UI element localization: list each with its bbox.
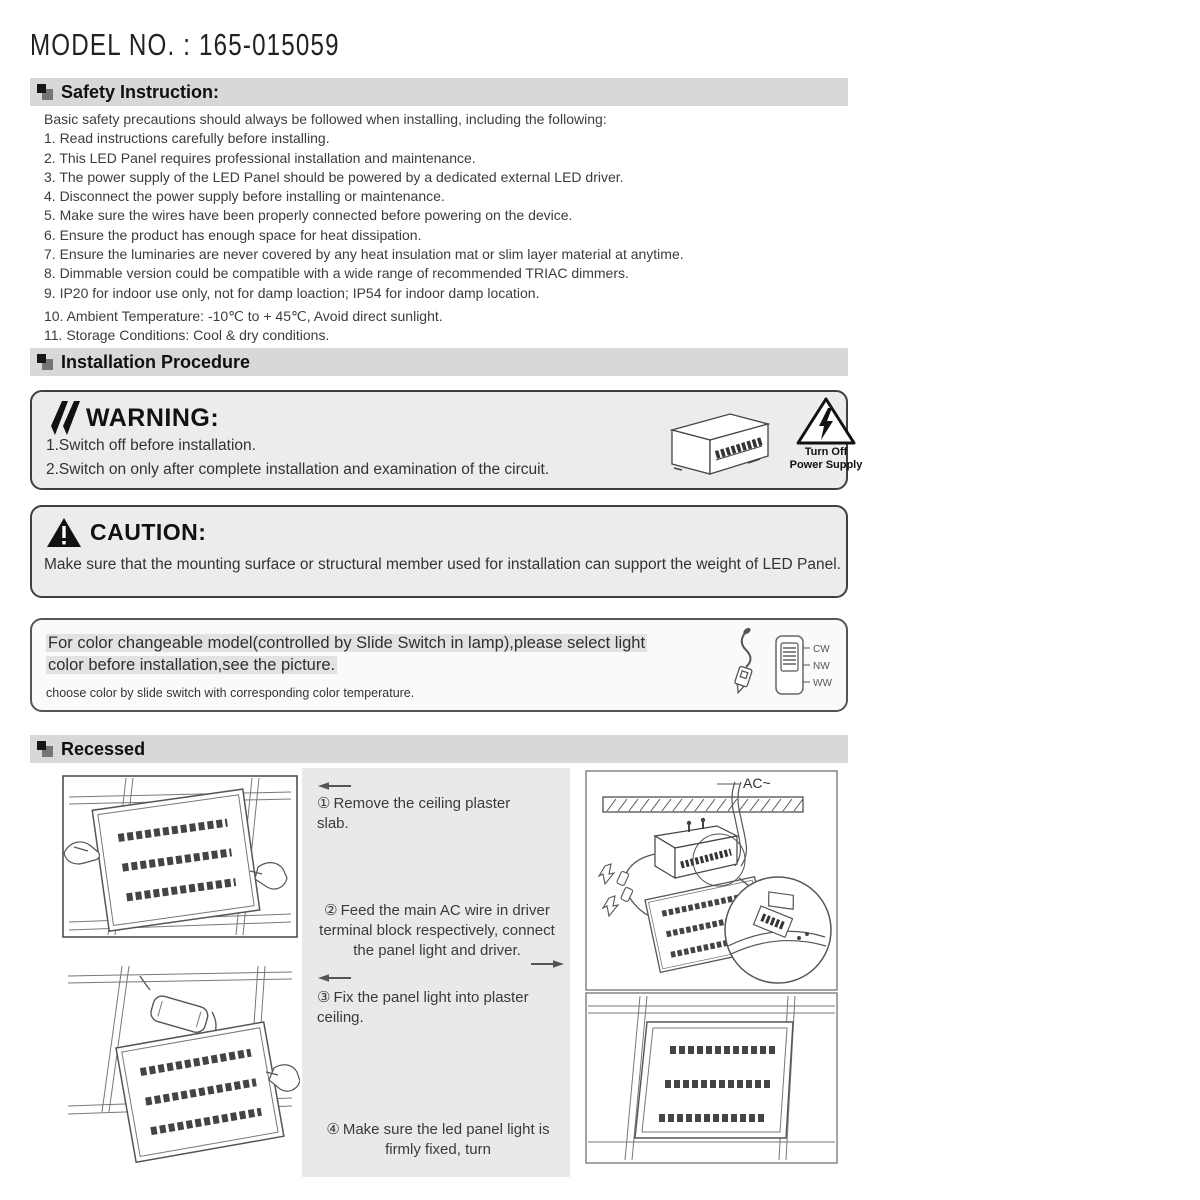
- safety-instructions-list: [44, 110, 824, 346]
- illustration-wiring: [585, 770, 838, 991]
- safety-item: 5. Make sure the wires have been properly connected before powering on the device.: [44, 207, 573, 224]
- safety-item: 2. This LED Panel requires professional installation and maintenance.: [44, 149, 476, 166]
- ac-label: AC~: [743, 775, 771, 791]
- badge-text-line2: Power Supply: [789, 459, 863, 471]
- led-driver-illustration: [660, 408, 778, 480]
- warning-title: WARNING:: [86, 403, 220, 432]
- section-header-recessed: [30, 735, 848, 763]
- color-select-note: choose color by slide switch with corresponding color temperature.: [46, 686, 415, 700]
- arrow-left-icon: [318, 781, 352, 791]
- color-select-line2: color before installation,see the picture.: [48, 656, 336, 674]
- color-select-box: [30, 618, 848, 712]
- led-panel: [635, 1022, 793, 1138]
- step-4-number: ④: [326, 1121, 340, 1138]
- step-1: [317, 794, 532, 834]
- safety-item: 1. Read instructions carefully before installing.: [44, 130, 330, 147]
- safety-item: 8. Dimmable version could be compatible with a wide range of recommended TRIAC dimmers.: [44, 265, 629, 282]
- step-1-number: ①: [317, 795, 331, 812]
- lightning-bolt-icon: [48, 400, 80, 436]
- step-4-text: Make sure the led panel light is firmly fixed, turn: [342, 1121, 550, 1158]
- safety-item: 6. Ensure the product has enough space for heat dissipation.: [44, 226, 422, 243]
- led-panel: [92, 789, 259, 931]
- exclamation-triangle-icon: [46, 517, 82, 548]
- step-2: [308, 901, 566, 961]
- arrow-left-icon: [318, 973, 352, 983]
- led-panel: [116, 1022, 284, 1162]
- step-3: [317, 988, 532, 1028]
- warning-title-row: [48, 400, 219, 436]
- high-voltage-triangle-icon: [795, 396, 857, 446]
- safety-item: 10. Ambient Temperature: -10℃ to + 45℃, Avoid direct sunlight.: [44, 307, 443, 324]
- ceiling-slab: [603, 797, 803, 812]
- safety-item: 3. The power supply of the LED Panel should be powered by a dedicated external LED driver.: [44, 168, 624, 185]
- safety-item: 9. IP20 for indoor use only, not for damp loaction; IP54 for indoor damp location.: [44, 284, 540, 301]
- warning-box: [30, 390, 863, 490]
- badge-text-line1: Turn Off: [804, 446, 848, 458]
- step-2-number: ②: [324, 902, 338, 919]
- step-3-number: ③: [317, 989, 331, 1006]
- section-header-installation: [30, 348, 848, 376]
- step-1-text: Remove the ceiling plaster slab.: [317, 795, 511, 832]
- caution-title: CAUTION:: [90, 519, 207, 545]
- safety-intro: Basic safety precautions should always be followed when installing, including the following:: [44, 111, 607, 127]
- caution-title-row: [46, 517, 206, 548]
- section-title-recessed: Recessed: [61, 738, 146, 759]
- illustration-remove-slab: [62, 775, 298, 938]
- step-2-text: Feed the main AC wire in driver terminal block respectively, connect the panel light and driver.: [319, 902, 555, 959]
- magnifier-detail: [725, 877, 831, 983]
- switch-label-ww: WW: [813, 678, 832, 689]
- caution-box: [30, 505, 848, 598]
- section-title-safety: Safety Instruction:: [61, 81, 220, 102]
- section-squares-icon: [37, 741, 54, 758]
- section-header-safety: [30, 78, 848, 106]
- section-squares-icon: [37, 354, 54, 371]
- warning-line-1: 1.Switch off before installation.: [46, 437, 256, 454]
- step-4: [314, 1120, 562, 1160]
- safety-item: 4. Disconnect the power supply before installing or maintenance.: [44, 188, 445, 205]
- illustration-fix-panel: [60, 960, 300, 1195]
- illustration-installed-panel: [585, 992, 838, 1164]
- step-3-text: Fix the panel light into plaster ceiling.: [317, 989, 529, 1026]
- led-driver: [149, 994, 210, 1034]
- section-title-installation: Installation Procedure: [61, 351, 251, 372]
- slide-switch-illustration: [720, 624, 850, 710]
- turn-off-power-badge: [784, 396, 868, 472]
- color-select-line1: For color changeable model(controlled by Slide Switch in lamp),please select light: [48, 634, 646, 652]
- safety-item: 11. Storage Conditions: Cool & dry conditions.: [44, 327, 330, 344]
- switch-label-cw: CW: [813, 644, 830, 655]
- switch-label-nw: NW: [813, 661, 830, 672]
- caution-text: Make sure that the mounting surface or structural member used for installation can support the weight of LED Panel.: [44, 556, 841, 573]
- warning-line-2: 2.Switch on only after complete installation and examination of the circuit.: [46, 461, 550, 478]
- section-squares-icon: [37, 84, 54, 101]
- safety-item: 7. Ensure the luminaries are never covered by any heat insulation mat or slim layer material at anytime.: [44, 246, 684, 263]
- page-title: MODEL NO. : 165-015059: [30, 27, 340, 62]
